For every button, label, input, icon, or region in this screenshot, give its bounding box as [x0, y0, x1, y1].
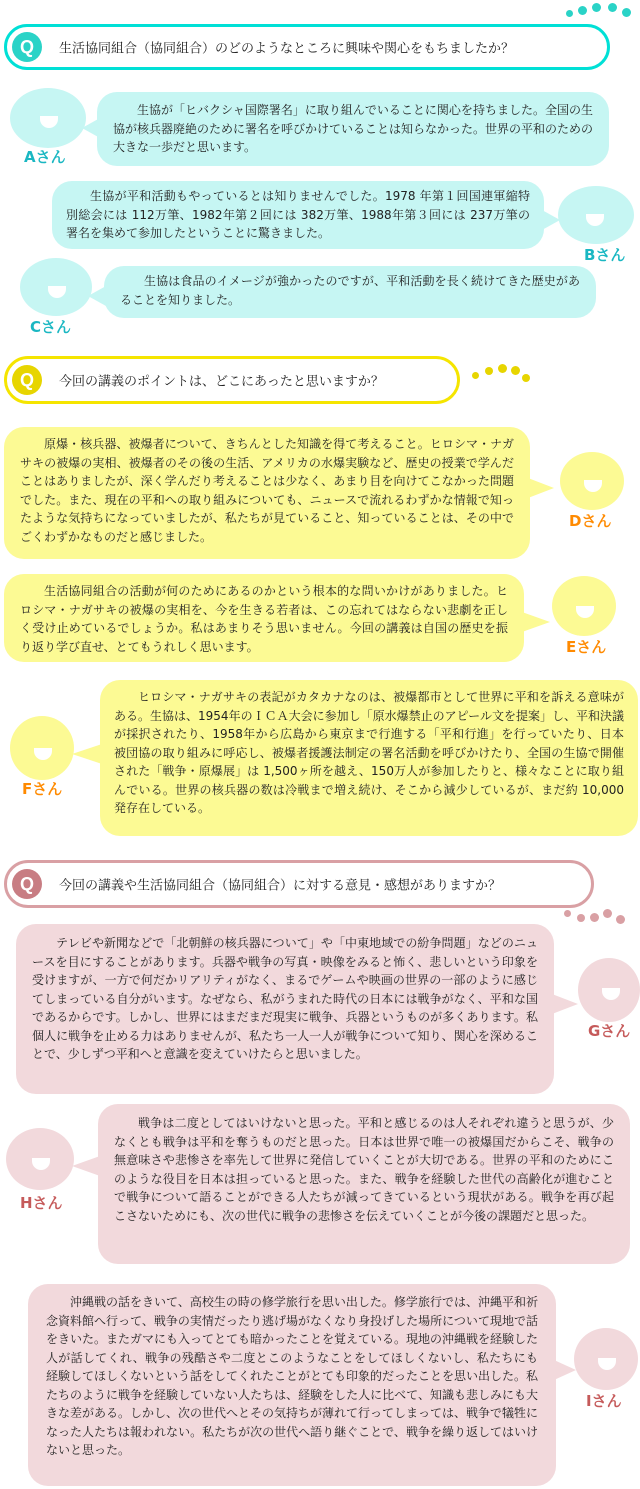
decoration-dot [577, 914, 585, 922]
question-text: 生活協同組合（協同組合）のどのようなところに興味や関心をもちましたか？ [59, 41, 515, 57]
speaker-name: Bさん [584, 246, 626, 264]
avatar-face [558, 186, 634, 244]
speech-tail [552, 994, 578, 1014]
decoration-dot [498, 364, 507, 373]
speech-tail [528, 478, 554, 498]
question-icon: Q [12, 32, 42, 62]
decoration-dot [566, 10, 573, 17]
decoration-dot [472, 372, 479, 379]
question-bar [4, 860, 594, 908]
speech-tail [522, 612, 550, 632]
answer-bubble: 戦争は二度としてはいけないと思った。平和と感じるのは人それぞれ違うと思うが、少なくとも戦争は平和を奪うものだと思った。日本は世界で唯一の被爆国だからこそ、戦争の無意味さや悲惨さを率先して世界に発信していくことが大切である。世界の平和のためにこのような役目を日本は担っていると思った。また、戦争を経験した世代の高齢化が進むことで戦争について語ることができる人たちが減ってきているという現状がある。戦争を再び起こさないためにも、次の世代に戦争の悲惨さを伝えていくことが今後の課題だと思った。 [98, 1104, 630, 1264]
answer-bubble: 生協が「ヒバクシャ国際署名」に取り組んでいることに関心を持ちました。全国の生協が核兵器廃絶のために署名を呼びかけていることは知らなかった。世界の平和のための大きな一歩だと思います。 [97, 92, 609, 166]
answer-bubble: テレビや新聞などで「北朝鮮の核兵器について」や「中東地域での紛争問題」などのニュースを目にすることがあります。兵器や戦争の写真・映像をみると怖く、悲しいという印象を受けますが、一方で何だかリアリティがなく、まるでゲームや映画の世界の一部のように感じてしまっている自分がいます。なぜなら、私がうまれた時代の日本には戦争がなく、平和な国であるからです。しかし、世界にはまだまだ現実に戦争、兵器というものが多くあります。私個人に戦争を止める力はありませんが、私たち一人一人が戦争について知り、関心を深めることで、少しずつ平和へと意識を変えていけたらと思いました。 [16, 924, 554, 1094]
speaker-name: Eさん [566, 638, 607, 656]
decoration-dot [603, 909, 612, 918]
decoration-dot [608, 3, 617, 12]
answer-bubble: 生活協同組合の活動が何のためにあるのかという根本的な問いかけがありました。ヒロシマ・ナガサキの被爆の実相を、今を生きる若者は、この忘れてはならない悲劇を正しく受け止めているでしょうか。私はあまりそう思いません。今回の講義は自国の歴史を振り返り学び直せ、とてもうれしく思います。 [4, 574, 524, 662]
answer-bubble: 生協は食品のイメージが強かったのですが、平和活動を長く続けてきた歴史があることを知りました。 [104, 266, 596, 318]
avatar-face [574, 1328, 638, 1390]
question-text: 今回の講義のポイントは、どこにあったと思いますか？ [59, 374, 384, 390]
speaker-name: Gさん [588, 1022, 631, 1040]
speaker-name: Dさん [569, 512, 612, 530]
decoration-dot [522, 374, 530, 382]
avatar-face [560, 452, 624, 510]
avatar-face [552, 576, 616, 636]
decoration-dot [485, 367, 493, 375]
speech-tail [72, 1156, 100, 1176]
decoration-dot [590, 913, 599, 922]
decoration-dot [592, 3, 601, 12]
avatar-face [10, 716, 74, 780]
speaker-name: Hさん [20, 1194, 63, 1212]
avatar-face [578, 958, 640, 1022]
decoration-dot [564, 910, 571, 917]
answer-bubble: 原爆・核兵器、被爆者について、きちんとした知識を得て考えること。ヒロシマ・ナガサキの被爆の実相、被爆者のその後の生活、アメリカの水爆実験など、歴史の授業で学んだことはありましたが、深く学んだり考えることは少なく、あまり目を向けてこなかった問題でした。また、現在の平和への取り組みについても、ニュースで流れるわずかな情報で知ったような気持ちになっていましたが、私たちが見ていること、知っていることは、その中でごくわずかなものだと感じました。 [4, 427, 530, 559]
avatar-face [10, 88, 86, 148]
avatar-face [20, 258, 92, 316]
decoration-dot [616, 915, 625, 924]
question-text: 今回の講義や生活協同組合（協同組合）に対する意見・感想がありますか？ [59, 878, 502, 894]
decoration-dot [578, 6, 587, 15]
speech-tail [554, 1360, 576, 1380]
avatar-face [6, 1128, 74, 1190]
question-icon: Q [12, 869, 42, 899]
question-bar [4, 24, 610, 70]
answer-bubble: ヒロシマ・ナガサキの表記がカタカナなのは、被爆都市として世界に平和を訴える意味がある。生協は、1954年のＩＣＡ大会に参加し「原水爆禁止のアピール文を提案」し、平和決議が採択されたり、1958年から広島から東京まで行進する「平和行進」を行っていたり、日本被団協の取り組みに呼応し、被爆者援護法制定の署名活動を呼びかけたり、全国の生協で開催された「戦争・原爆展」は 1,500ヶ所を越え、150万人が参加したりと、様々なことに取り組んでいる。世界の核兵器の数は冷戦まで増え続け、そこから減少しているが、まだ約 10,000発存在している。 [100, 680, 638, 836]
speaker-name: Cさん [30, 318, 72, 336]
question-bar [4, 356, 460, 404]
question-icon: Q [12, 365, 42, 395]
answer-bubble: 生協が平和活動もやっているとは知りませんでした。1978 年第１回国連軍縮特別総会には 112万筆、1982年第２回には 382万筆、1988年第３回には 237万筆の署名を集めて参加したということに驚きました。 [52, 181, 544, 249]
answer-bubble: 沖縄戦の話をきいて、高校生の時の修学旅行を思い出した。修学旅行では、沖縄平和祈念資料館へ行って、戦争の実情だったり逃げ場がなくなり身投げした場所について現地で話をきいた。またガマにも入ってとても暗かったことを覚えている。現地の沖縄戦を経験した人が話してくれ、戦争の残酷さや二度とこのようなことをしてほしくないし、私たちにも経験してほしくないという話をしてくれたことがとても印象的だったことを思い出した。私たちのように戦争を経験していない人たちは、経験をした人に比べて、知識も悲しみにも大きな差がある。しかし、次の世代へとその気持ちが薄れて行ってしまっては、戦争で犠牲になった人たちは報われない。私たちが次の世代へ語り継ぐことで、戦争を繰り返してはいけないと思った。 [28, 1284, 556, 1486]
speaker-name: Fさん [22, 780, 63, 798]
decoration-dot [511, 366, 520, 375]
speaker-name: Iさん [586, 1392, 622, 1410]
speaker-name: Aさん [24, 148, 66, 166]
speech-tail [72, 744, 102, 764]
decoration-dot [622, 8, 631, 17]
